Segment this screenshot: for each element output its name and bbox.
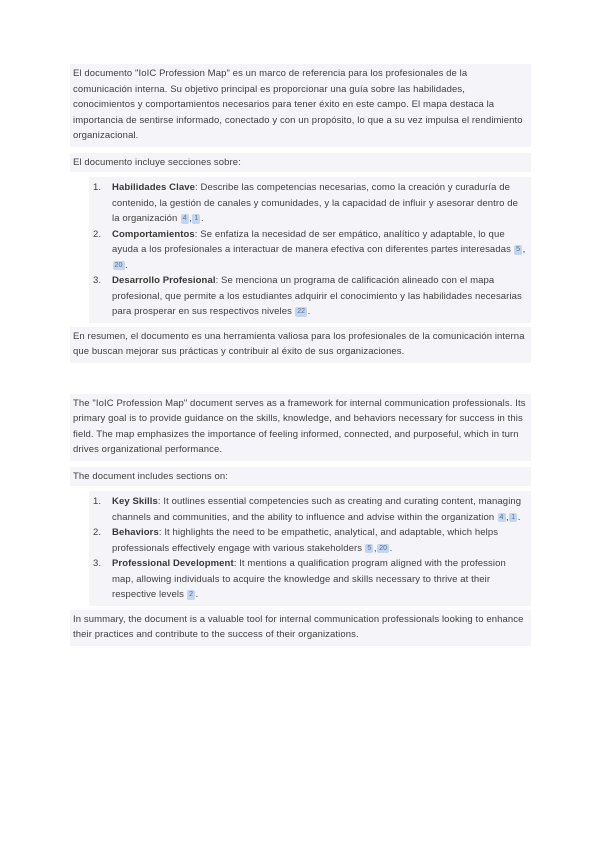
sentence-period: . [195,589,199,600]
list-item-description: : It mentions a qualification program aligned with the profession map, allowing individuals to acquire the knowledge and skills necessary to thrive at their respective levels [112,558,506,600]
list-item-number: 3. [93,558,102,569]
list-item-term: Professional Development [112,558,234,569]
list-item-term: Habilidades Clave [112,182,196,193]
citation-badge[interactable]: 20 [114,261,123,269]
citation-badge[interactable]: 4 [499,513,504,521]
list-item [93,273,527,320]
citation-badge[interactable]: 2 [189,591,194,598]
citation-badge[interactable]: 20 [379,544,388,552]
list-item-body [112,556,527,603]
list-item-description: : It outlines essential competencies such as creating and curating content, managing channels and communities, and the ability to influence and advise within the organization [112,496,522,523]
list-item-description: : Se enfatiza la necesidad de ser empático, analítico y adaptable, lo que ayuda a los profesionales a interactuar de manera efectiva con diferentes partes interesadas [112,228,514,255]
citation-badge[interactable]: 4 [182,215,187,222]
list-item [93,227,527,274]
list-item [93,525,527,556]
english-response [70,394,531,646]
spanish-response [70,64,531,363]
list-item-body [112,227,527,274]
citation-separator: , [189,213,192,224]
citation-badge[interactable]: 22 [297,308,306,315]
list-item-description: : Describe las competencias necesarias, como la creación y curaduría de contenido, la gestión de canales y comunidades, y la capacidad de influir y asesorar dentro de la organización [112,182,519,224]
english-summary-paragraph: In summary, the document is a valuable tool for internal communication professionals looking to enhance their practices and contribute to the success of their organizations. [70,610,531,646]
citation-separator: , [522,244,526,255]
english-sections-list [89,491,531,606]
list-item-number: 3. [93,275,102,286]
citation-badge[interactable]: 5 [367,544,372,552]
list-item-term: Desarrollo Profesional [112,275,216,286]
list-item-body [112,180,527,227]
section-gap [70,369,531,394]
citation-badge[interactable]: 1 [511,513,516,521]
list-item-term: Behaviors [112,527,159,538]
list-item-number: 1. [93,496,102,507]
citation-badge[interactable]: 5 [516,246,521,253]
sentence-period: . [200,213,204,224]
list-item-body [112,273,527,320]
list-item-term: Comportamientos [112,228,195,240]
citation-separator: , [373,542,377,554]
spanish-intro-paragraph: El documento "IoIC Profession Map" es un marco de referencia para los profesionales de la comunicación interna. Su objetivo principal es proporcionar una guía sobre las habilidades, conocimientos y comportamientos necesarios para tener éxito en este campo. El mapa destaca la importancia de sentirse informado, conectado y con un propósito, lo que a su vez impulsa el rendimiento organizacional. [70,64,531,147]
list-item-term: Key Skills [112,496,158,507]
list-item-description: : It highlights the need to be empathetic, analytical, and adaptable, which helps professionals effectively engage with various stakeholders [112,527,499,554]
spanish-summary-paragraph: En resumen, el documento es una herramienta valiosa para los profesionales de la comunicación interna que buscan mejorar sus prácticas y contribuir al éxito de sus organizaciones. [70,327,531,363]
sentence-period: . [389,542,393,554]
spanish-sections-list [89,177,531,323]
citation-badge[interactable]: 1 [194,215,199,222]
list-item-body [112,494,527,525]
sentence-period: . [307,306,311,317]
list-item [93,180,527,227]
list-item [93,494,527,525]
citation-separator: , [506,511,509,523]
sentence-period: . [517,511,521,523]
english-list-label: The document includes sections on: [70,467,531,487]
spanish-list-label: El documento incluye secciones sobre: [70,153,531,173]
english-intro-paragraph: The "IoIC Profession Map" document serves as a framework for internal communication professionals. Its primary goal is to provide guidance on the skills, knowledge, and behaviors necessary for success in this field. The map emphasizes the importance of feeling informed, connected, and purposeful, which in turn drives organizational performance. [70,394,531,461]
list-item-number: 1. [93,182,102,193]
document-content [70,64,531,652]
list-item-body [112,525,527,556]
sentence-period: . [125,259,128,271]
list-item [93,556,527,603]
list-item-number: 2. [93,228,102,240]
list-item-number: 2. [93,527,102,538]
list-item-description: : Se menciona un programa de calificación alineado con el mapa profesional, que permite a los estudiantes adquirir el conocimiento y las habilidades necesarias para prosperar en sus respectivos niveles [112,275,522,317]
